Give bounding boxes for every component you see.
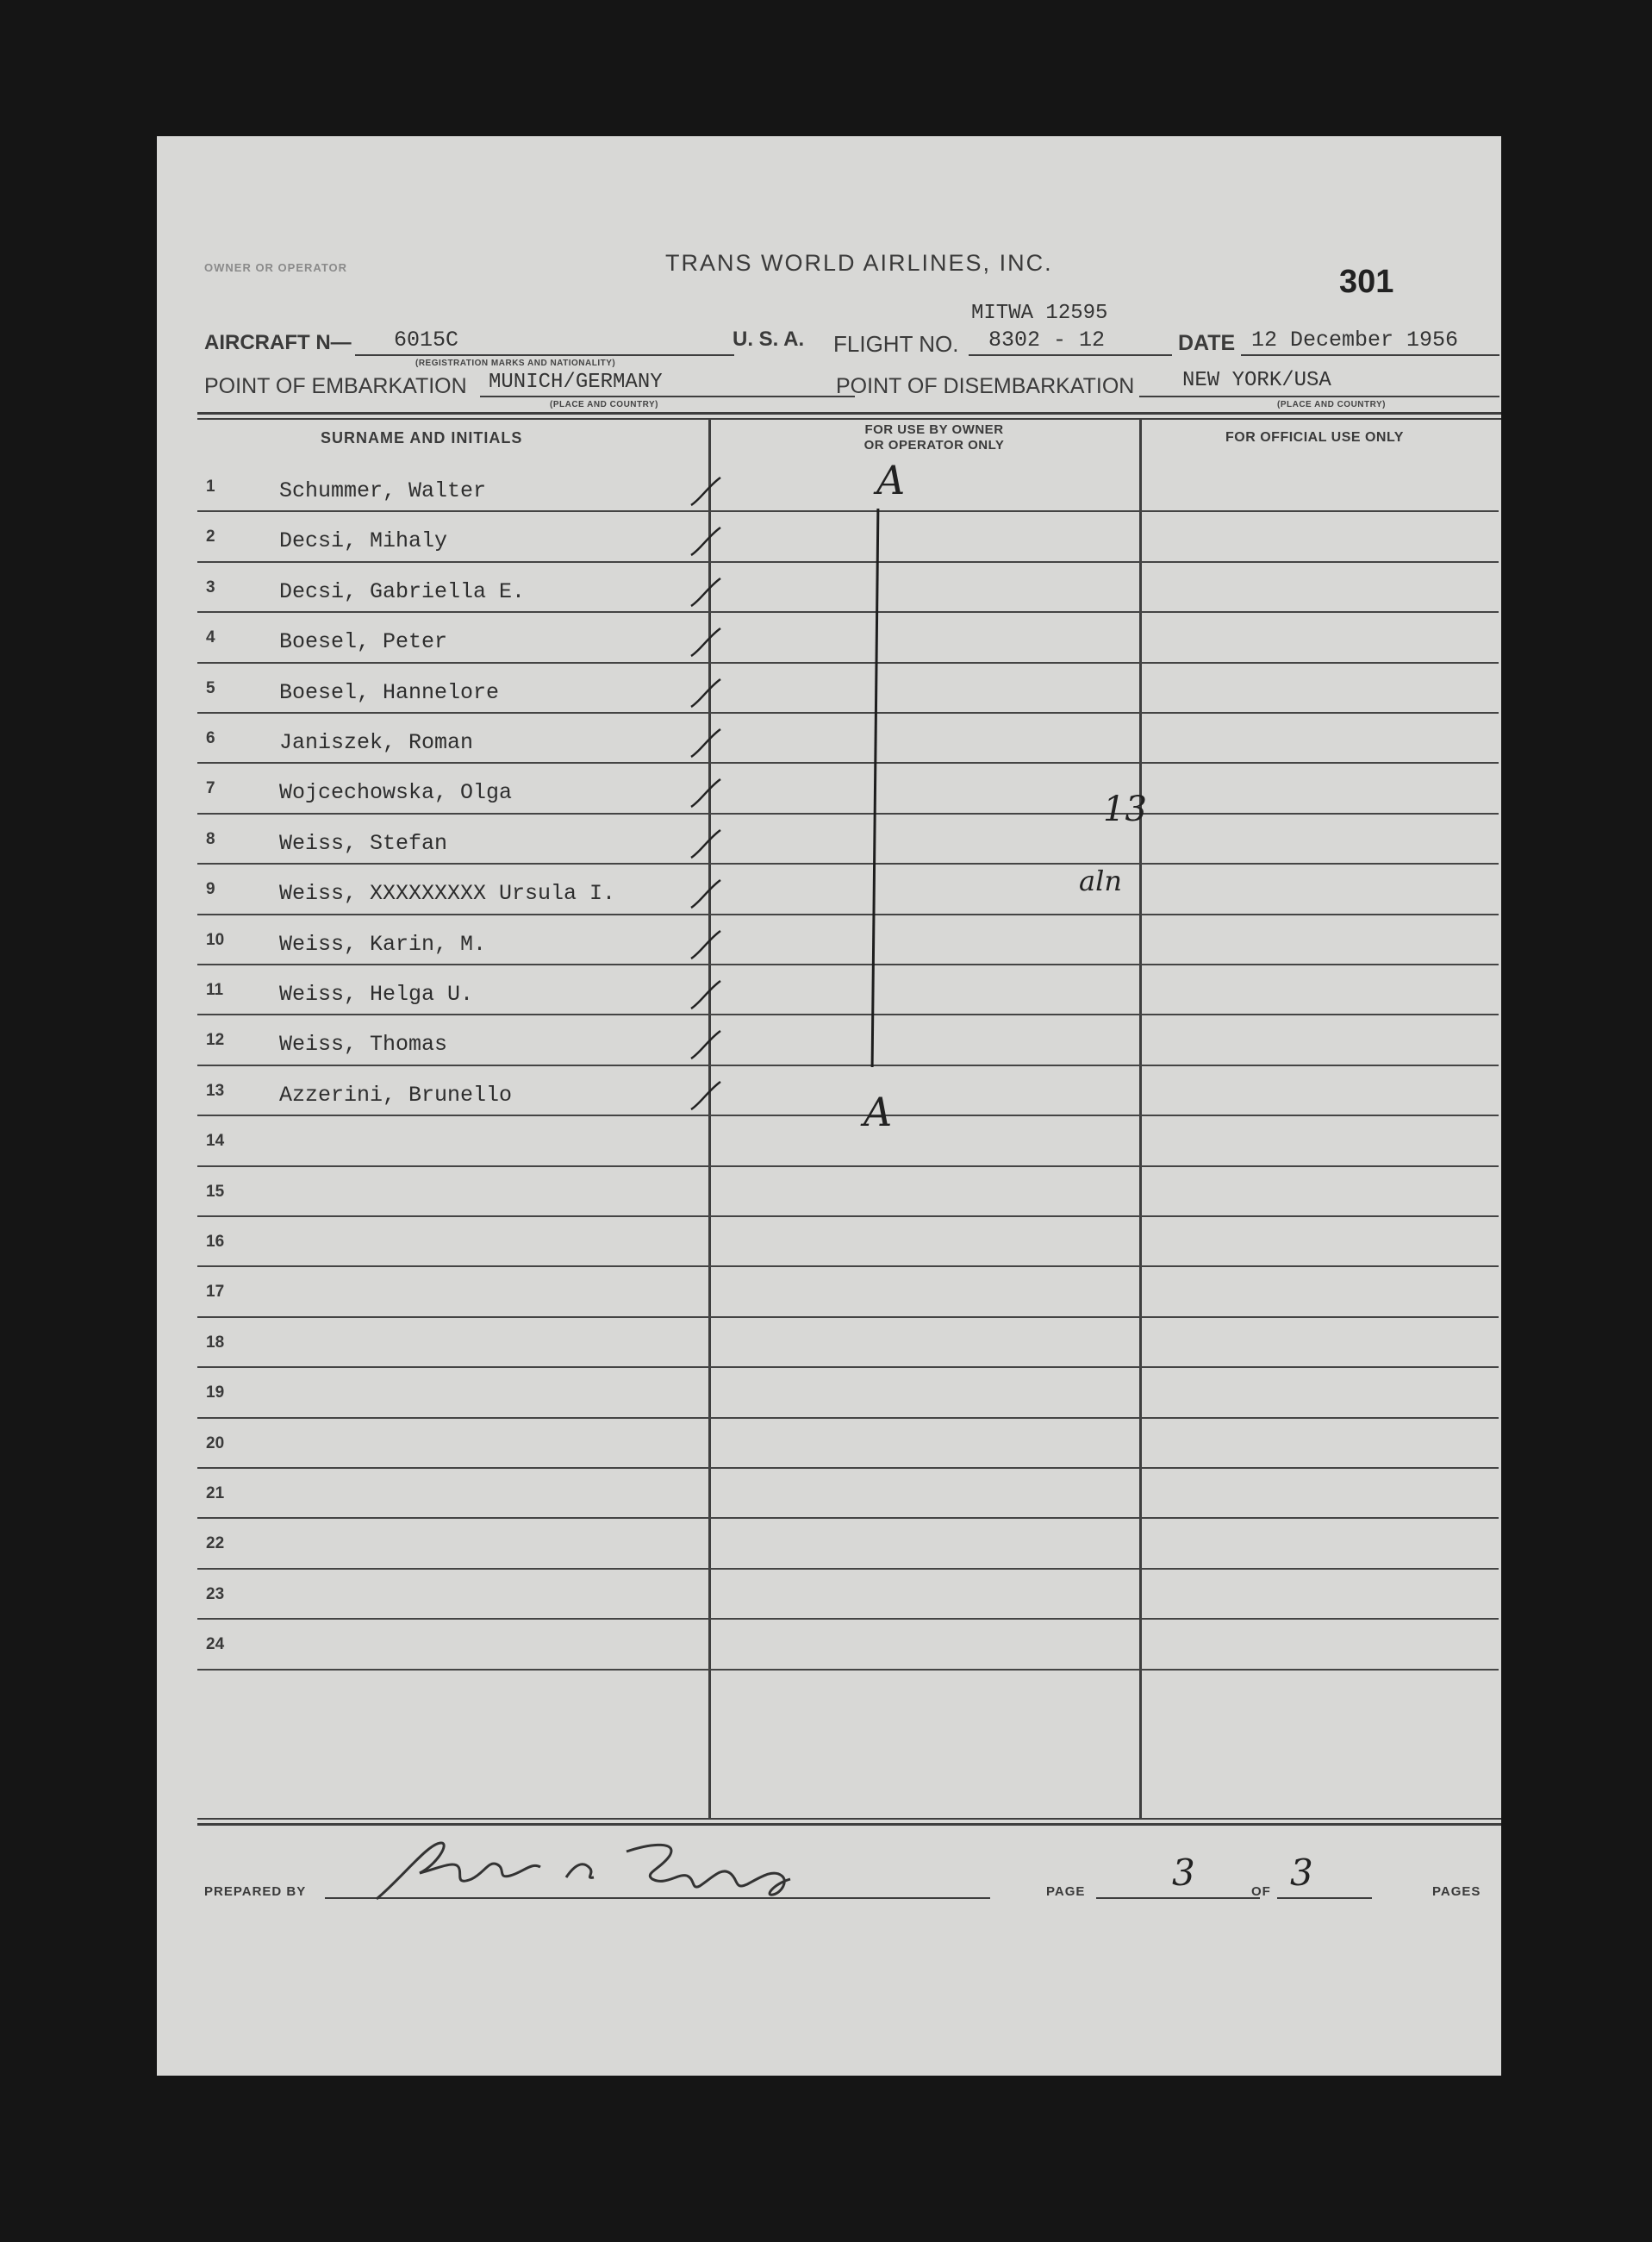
disembarkation-sublabel: (PLACE AND COUNTRY) xyxy=(1277,400,1386,409)
row-divider xyxy=(197,561,1499,563)
handwritten-note-count: 13 xyxy=(1103,790,1147,829)
flight-value: 8302 - 12 xyxy=(988,328,1106,353)
passenger-name: Boesel, Hannelore xyxy=(279,679,500,705)
date-value: 12 December 1956 xyxy=(1251,328,1459,353)
row-divider xyxy=(197,1467,1499,1469)
row-divider xyxy=(197,1115,1499,1116)
check-tick-icon xyxy=(689,927,724,962)
row-divider xyxy=(197,1669,1499,1671)
check-tick-icon xyxy=(689,676,724,710)
handwritten-signature xyxy=(368,1826,816,1912)
row-number: 19 xyxy=(206,1383,225,1402)
usa-label: U. S. A. xyxy=(732,328,805,351)
owner-operator-label: OWNER OR OPERATOR xyxy=(204,261,348,274)
passenger-name: Weiss, Stefan xyxy=(279,830,448,856)
disembarkation-label: POINT OF DISEMBARKATION xyxy=(836,374,1135,398)
row-number: 15 xyxy=(206,1182,225,1201)
passenger-name: Weiss, Karin, M. xyxy=(279,931,487,957)
row-divider xyxy=(197,1366,1499,1368)
handwritten-mark-top: A xyxy=(876,457,906,503)
col-owner-header-line2: OR OPERATOR ONLY xyxy=(863,438,1005,453)
page-number-value: 3 xyxy=(1172,1852,1195,1894)
row-divider xyxy=(197,712,1499,714)
embarkation-label: POINT OF EMBARKATION xyxy=(204,374,467,398)
row-number: 7 xyxy=(206,779,215,798)
check-tick-icon xyxy=(689,625,724,659)
disembarkation-value: NEW YORK/USA xyxy=(1182,369,1331,392)
embarkation-sublabel: (PLACE AND COUNTRY) xyxy=(550,400,658,409)
row-number: 21 xyxy=(206,1484,225,1502)
row-divider xyxy=(197,964,1499,965)
row-number: 1 xyxy=(206,478,215,496)
passenger-name: Azzerini, Brunello xyxy=(279,1082,513,1108)
row-divider xyxy=(197,1265,1499,1267)
company-name: TRANS WORLD AIRLINES, INC. xyxy=(665,250,1053,276)
row-number: 10 xyxy=(206,930,225,949)
row-divider xyxy=(197,762,1499,764)
passenger-name: Weiss, Helga U. xyxy=(279,982,474,1007)
aircraft-label: AIRCRAFT N— xyxy=(204,331,352,354)
passenger-name: Schummer, Walter xyxy=(279,478,487,503)
passenger-name: Decsi, Gabriella E. xyxy=(279,578,526,604)
row-number: 11 xyxy=(206,981,224,999)
aircraft-value: 6015C xyxy=(394,328,459,353)
row-number: 16 xyxy=(206,1233,225,1251)
embarkation-value: MUNICH/GERMANY xyxy=(489,371,663,394)
row-number: 20 xyxy=(206,1433,225,1452)
check-tick-icon xyxy=(689,524,724,559)
row-number: 9 xyxy=(206,880,215,899)
row-number: 5 xyxy=(206,678,215,697)
check-tick-icon xyxy=(689,827,724,861)
date-label: DATE xyxy=(1178,331,1236,355)
row-divider xyxy=(197,1065,1499,1066)
check-tick-icon xyxy=(689,726,724,760)
row-number: 22 xyxy=(206,1534,225,1553)
handwritten-mark-bottom: A xyxy=(863,1089,893,1135)
row-number: 13 xyxy=(206,1081,225,1100)
row-divider xyxy=(197,1417,1499,1419)
passenger-name: Janiszek, Roman xyxy=(279,730,474,755)
check-tick-icon xyxy=(689,575,724,609)
row-divider xyxy=(197,1165,1499,1167)
row-number: 2 xyxy=(206,528,215,546)
row-divider xyxy=(197,1014,1499,1015)
row-divider xyxy=(197,914,1499,915)
check-tick-icon xyxy=(689,776,724,810)
of-label: OF xyxy=(1251,1884,1271,1899)
row-divider xyxy=(197,1568,1499,1570)
passenger-name: Wojcechowska, Olga xyxy=(279,780,513,806)
row-number: 24 xyxy=(206,1635,225,1654)
handwritten-note-initials: aln xyxy=(1079,865,1122,897)
row-divider xyxy=(197,813,1499,815)
row-divider xyxy=(197,510,1499,512)
check-tick-icon xyxy=(689,1027,724,1062)
row-divider xyxy=(197,1517,1499,1519)
col-surname-header: SURNAME AND INITIALS xyxy=(321,429,523,447)
check-tick-icon xyxy=(689,474,724,509)
row-divider xyxy=(197,1316,1499,1318)
col-official-header: FOR OFFICIAL USE ONLY xyxy=(1225,430,1404,445)
check-tick-icon xyxy=(689,1078,724,1113)
row-number: 14 xyxy=(206,1132,225,1151)
row-number: 12 xyxy=(206,1031,225,1050)
prepared-by-label: PREPARED BY xyxy=(204,1884,307,1899)
col-owner-header-line1: FOR USE BY OWNER xyxy=(864,422,1004,437)
passenger-name: Weiss, Thomas xyxy=(279,1032,448,1058)
row-divider xyxy=(197,662,1499,664)
row-divider xyxy=(197,611,1499,613)
check-tick-icon xyxy=(689,977,724,1012)
page-label: PAGE xyxy=(1046,1884,1086,1899)
handwritten-bracket-line xyxy=(871,509,880,1067)
page-total-value: 3 xyxy=(1290,1852,1313,1894)
row-divider xyxy=(197,1618,1499,1620)
passenger-name: Decsi, Mihaly xyxy=(279,528,448,554)
row-number: 4 xyxy=(206,628,215,647)
aircraft-sublabel: (REGISTRATION MARKS AND NATIONALITY) xyxy=(415,359,616,368)
row-number: 8 xyxy=(206,829,215,848)
passenger-name: Weiss, XXXXXXXXX Ursula I. xyxy=(279,881,616,907)
pages-label: PAGES xyxy=(1432,1884,1481,1899)
row-number: 6 xyxy=(206,729,215,747)
row-number: 18 xyxy=(206,1333,225,1352)
row-divider xyxy=(197,863,1499,865)
row-number: 17 xyxy=(206,1283,225,1302)
flight-label: FLIGHT NO. xyxy=(833,331,959,357)
passenger-name: Boesel, Peter xyxy=(279,629,448,655)
mitwa-number: MITWA 12595 xyxy=(971,302,1108,325)
manifest-sheet xyxy=(157,136,1501,2076)
row-number: 23 xyxy=(206,1584,225,1603)
check-tick-icon xyxy=(689,877,724,911)
row-divider xyxy=(197,1215,1499,1217)
row-number: 3 xyxy=(206,578,215,596)
page-stamp-number: 301 xyxy=(1339,264,1394,300)
